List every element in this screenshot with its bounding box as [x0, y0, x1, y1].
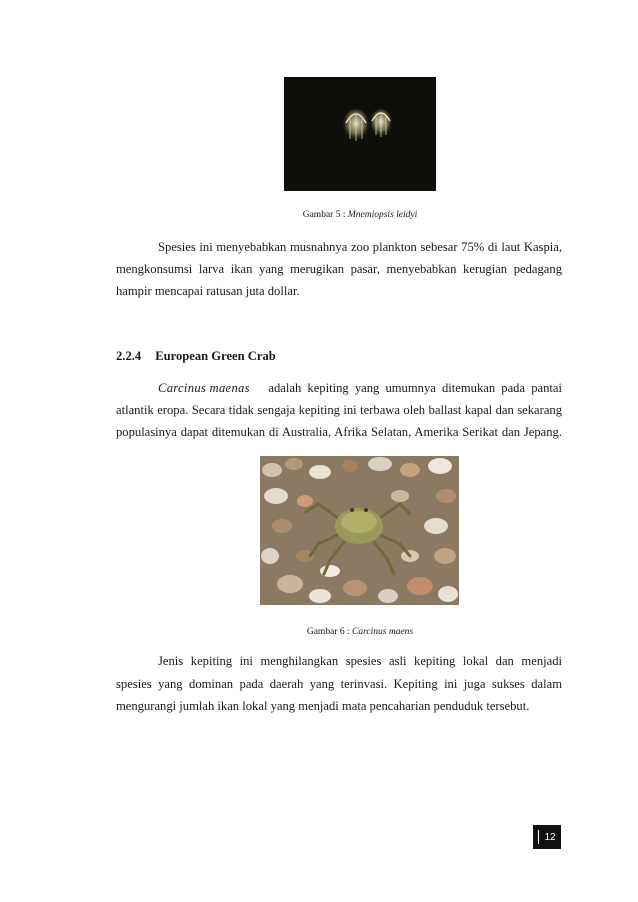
mnemiopsis-photo [284, 77, 436, 191]
section-title: European Green Crab [155, 349, 276, 363]
figure-6-image [260, 456, 459, 605]
paragraph-2-line-rest: adalah kepiting yang umumnya ditemukan pada pantai [268, 381, 562, 395]
section-number: 2.2.4 [116, 349, 142, 363]
paragraph-1-line: mengkonsumsi larva ikan yang merugikan pasar, menyebabkan kerugian pedagang [116, 262, 562, 276]
figure-6-caption [250, 627, 470, 637]
carcinus-photo [260, 456, 459, 605]
paragraph-1-line: hampir mencapai ratusan juta dollar. [116, 284, 300, 298]
page-number-divider [538, 830, 539, 844]
figure-5-caption [250, 210, 470, 220]
figure-5-caption-prefix: Gambar 5 : [302, 210, 348, 220]
paragraph-3-line: Jenis kepiting ini menghilangkan spesies asli kepiting lokal dan menjadi [158, 654, 562, 668]
paragraph-3-line: spesies yang dominan pada daerah yang terinvasi. Kepiting ini juga sukses dalam [116, 677, 562, 691]
species-name: Carcinus maenas [158, 381, 250, 395]
section-heading [116, 349, 276, 364]
paragraph-2-line: populasinya dapat ditemukan di Australia, Afrika Selatan, Amerika Serikat dan Jepang. [116, 425, 562, 439]
paragraph-2-line: atlantik eropa. Secara tidak sengaja kepiting ini terbawa oleh ballast kapal dan sekarang [116, 403, 562, 417]
page-number: 12 [544, 831, 556, 843]
figure-5-image [284, 77, 436, 191]
page-number-box [533, 825, 561, 849]
figure-6-caption-species: Carcinus maens [351, 627, 414, 637]
figure-5-caption-species: Mnemiopsis leidyi [347, 210, 418, 220]
paragraph-2-first-line [158, 381, 562, 397]
paragraph-3-line: mengurangi jumlah ikan lokal yang menjadi mata pencaharian penduduk tersebut. [116, 699, 530, 713]
paragraph-1-line: Spesies ini menyebabkan musnahnya zoo plankton sebesar 75% di laut Kaspia, [158, 240, 562, 254]
figure-6-caption-prefix: Gambar 6 : [306, 627, 352, 637]
